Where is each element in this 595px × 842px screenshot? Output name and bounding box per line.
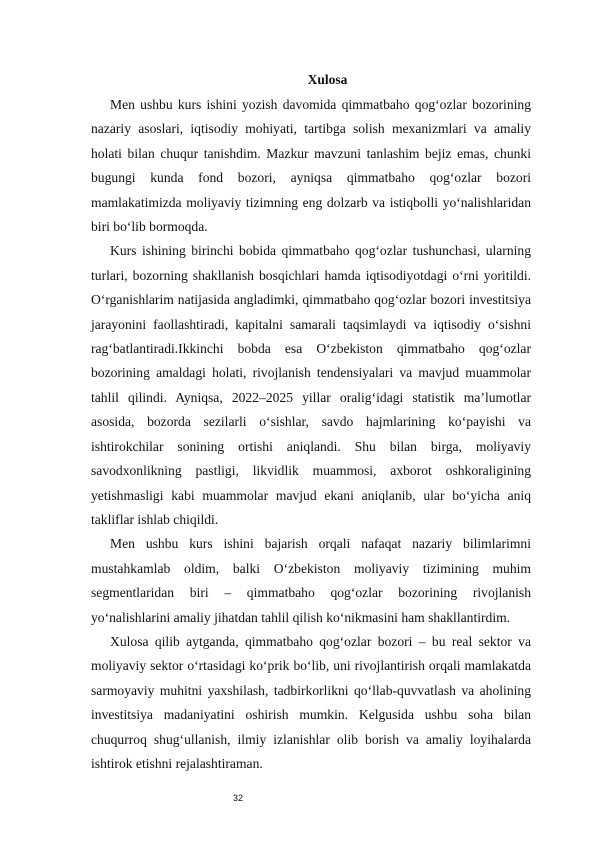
section-title: Xulosa bbox=[307, 72, 348, 87]
page-number: 32 bbox=[232, 793, 243, 803]
paragraph-3: Men ushbu kurs ishini bajarish orqali nafaqat nazariy bilimlarimni mustahkamlab oldim, balki O‘zbekiston moliyaviy tizimining muhim segmentlaridan biri – qimmatbaho qog‘ozlar bozorining rivojlanish yo‘nalishlarini amaliy jihatdan tahlil qilish ko‘nikmasini ham shakllantirdim. bbox=[91, 536, 531, 625]
paragraph-4: Xulosa qilib aytganda, qimmatbaho qog‘ozlar bozori – bu real sektor va moliyaviy sektor o‘rtasidagi ko‘prik bo‘lib, uni rivojlantirish orqali mamlakatda sarmoyaviy muhitni yaxshilash, tadbirkorlikni qo‘llab-quvvatlash va aholining investitsiya madaniyatini oshirish mumkin. Kelgusida ushbu soha bilan chuqurroq shug‘ullanish, ilmiy izlanishlar olib borish va amaliy loyihalarda ishtirok etishni rejalashtiraman. bbox=[91, 633, 531, 771]
paragraph-1: Men ushbu kurs ishini yozish davomida qimmatbaho qog‘ozlar bozorining nazariy asoslari, iqtisodiy mohiyati, tartibga solish mexanizmlari va amaliy holati bilan chuqur tanishdim. Mazkur mavzuni tanlashim bejiz emas, chunki bugungi kunda fond bozori, ayniqsa qimmatbaho qog‘ozlar bozori mamlakatimizda moliyaviy tizimning eng dolzarb va istiqbolli yo‘nalishlaridan biri bo‘lib bormoqda. bbox=[91, 97, 531, 235]
body-text bbox=[91, 93, 531, 776]
paragraph-2: Kurs ishining birinchi bobida qimmatbaho qog‘ozlar tushunchasi, ularning turlari, bozorning shakllanish bosqichlari hamda iqtisodiyotdagi o‘rni yoritildi. O‘rganishlarim natijasida angladimki, qimmatbaho qog‘ozlar bozori investitsiya jarayonini faollashtiradi, kapitalni samarali taqsimlaydi va iqtisodiy o‘sishni rag‘batlantiradi.Ikkinchi bobda esa O‘zbekiston qimmatbaho qog‘ozlar bozorining amaldagi holati, rivojlanish tendensiyalari va mavjud muammolar tahlil qilindi. Ayniqsa, 2022–2025 yillar oralig‘idagi statistik ma’lumotlar asosida, bozorda sezilarli o‘sishlar, savdo hajmlarining ko‘payishi va ishtirokchilar sonining ortishi aniqlandi. Shu bilan birga, moliyaviy savodxonlikning pastligi, likvidlik muammosi, axborot oshkoraligining yetishmasligi kabi muammolar mavjud ekani aniqlanib, ular bo‘yicha aniq takliflar ishlab chiqildi. bbox=[91, 243, 531, 527]
